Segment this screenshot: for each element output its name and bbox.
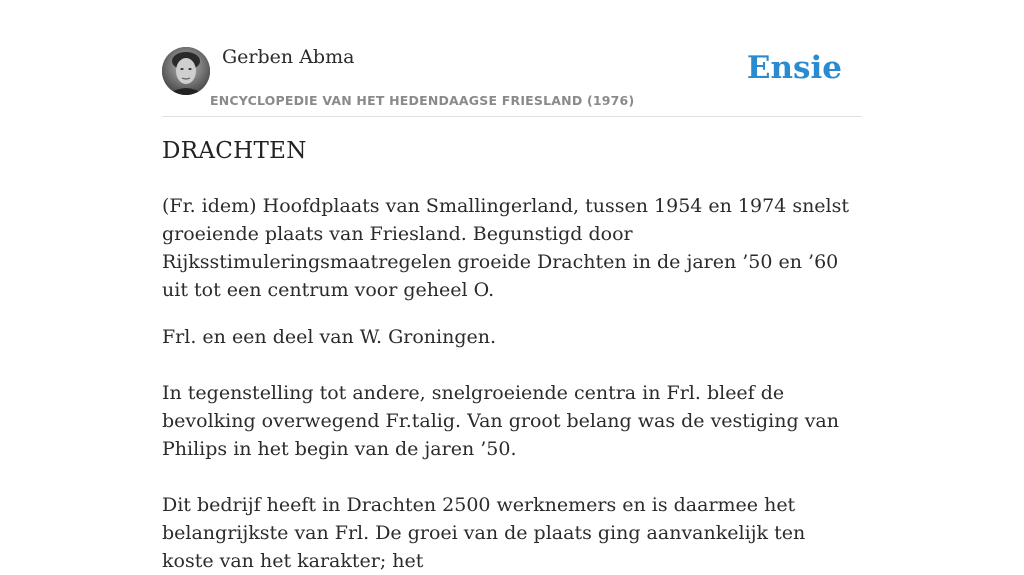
article-body: [162, 192, 862, 575]
paragraph: Dit bedrijf heeft in Drachten 2500 werknemers en is daarmee het belangrijkste van Frl. De groei van de plaats ging aanvankelijk ten koste van het karakter; het: [162, 494, 806, 572]
author-avatar[interactable]: [162, 47, 210, 95]
ensie-logo[interactable]: Ensie: [746, 50, 842, 86]
author-name[interactable]: Gerben Abma: [222, 46, 355, 68]
article-header: [162, 0, 862, 117]
person-icon: [162, 47, 210, 95]
article-title: DRACHTEN: [162, 138, 307, 164]
paragraph: (Fr. idem) Hoofdplaats van Smallingerland, tussen 1954 en 1974 snelst groeiende plaats van Friesland. Begunstigd door Rijksstimuleringsmaatregelen groeide Drachten in de jaren ’50 en ’60 uit tot een centrum voor geheel O.: [162, 195, 850, 301]
paragraph: In tegenstelling tot andere, snelgroeiende centra in Frl. bleef de bevolking overwegend Fr.talig. Van groot belang was de vestiging van Philips in het begin van de jaren ’50.: [162, 382, 839, 460]
page: [162, 0, 862, 572]
paragraph: Frl. en een deel van W. Groningen.: [162, 326, 497, 348]
source-title[interactable]: ENCYCLOPEDIE VAN HET HEDENDAAGSE FRIESLAND (1976): [210, 93, 635, 108]
